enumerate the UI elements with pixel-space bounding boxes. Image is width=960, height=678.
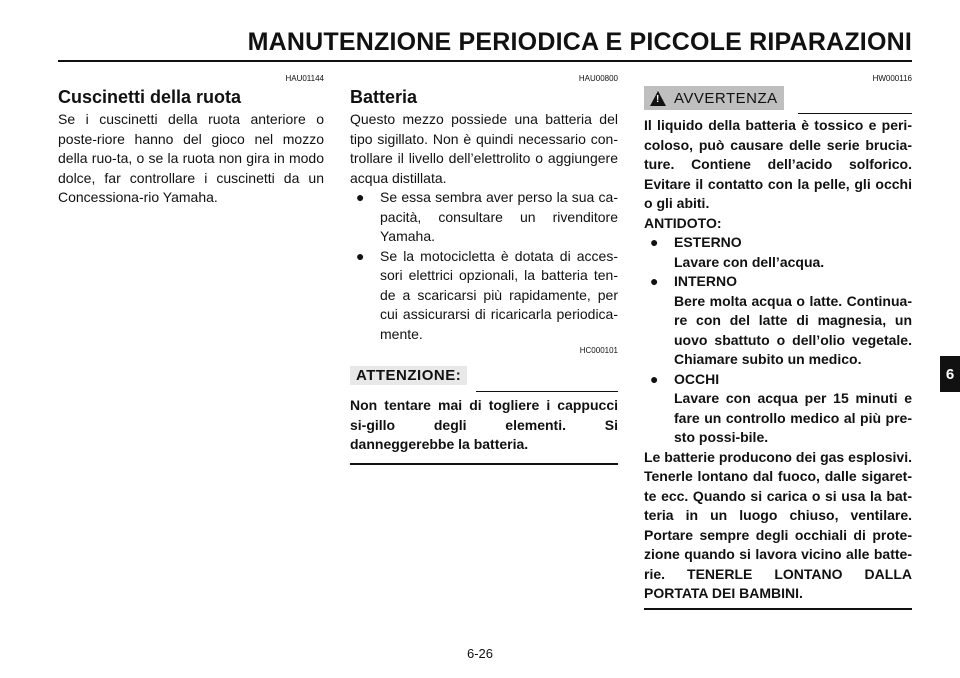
section-heading: Cuscinetti della ruota bbox=[58, 87, 242, 107]
section-code: HW000116 bbox=[872, 74, 912, 83]
warning-label: AVVERTENZA bbox=[674, 89, 778, 107]
attention-label: ATTENZIONE: bbox=[350, 366, 467, 385]
divider bbox=[350, 463, 618, 465]
antidote-list bbox=[644, 233, 912, 448]
list-item: ● Se la motocicletta è dotata di acces-sori elettrici opzionali, la batteria ten-de a scaricarsi più rapidamente, per cui assicurarsi di ricaricarla periodica-mente. bbox=[356, 247, 618, 342]
warning-badge bbox=[644, 86, 784, 110]
attention-text: Non tentare mai di togliere i cappucci si-gillo degli elementi. Si danneggerebbe la batteria. bbox=[350, 397, 618, 452]
bullet-icon: ● bbox=[356, 189, 365, 205]
list-item: ● INTERNO Bere molta acqua o latte. Continua-re con del latte di magnesia, un uovo sbattuto o dell’olio vegetale. Chiamare subito un medico. bbox=[650, 273, 912, 367]
column-wheel-bearings bbox=[58, 74, 324, 208]
column-battery bbox=[350, 74, 618, 465]
bullet-icon: ● bbox=[650, 234, 659, 250]
page-title: MANUTENZIONE PERIODICA E PICCOLE RIPARAZIONI bbox=[247, 28, 912, 56]
battery-bullet-list bbox=[350, 188, 618, 344]
notice-code: HC000101 bbox=[579, 346, 618, 355]
bullet-icon: ● bbox=[650, 273, 659, 289]
closing-text: Le batterie producono dei gas esplosivi. Tenerle lontano dal fuoco, dalle sigaret-te ecc. Quando si carica o si usa la bat-teria in un luogo chiuso, ventilare. Portare sempre degli occhiali di prote-zione quando si lavora vicino alle batte-rie. TENERLE LONTANO DALLA PORTATA DEI BAMBINI. bbox=[644, 448, 912, 601]
list-item: ● OCCHI Lavare con acqua per 15 minuti e fare un controllo medico al più pre-sto possi-bile. bbox=[650, 370, 912, 445]
column-warning bbox=[644, 74, 912, 610]
section-code: HAU01144 bbox=[285, 74, 324, 83]
divider bbox=[798, 113, 912, 114]
list-item: ● Se essa sembra aver perso la sua ca-pacità, consultare un rivenditore Yamaha. bbox=[356, 189, 618, 244]
divider bbox=[476, 391, 618, 392]
section-text: Questo mezzo possiede una batteria del tipo sigillato. Non è quindi necessario con-trollare il livello dell’elettrolito o aggiungere acqua distillata. bbox=[350, 111, 618, 186]
warning-icon: ! bbox=[650, 91, 666, 106]
antidote-label: ANTIDOTO: bbox=[644, 214, 722, 231]
section-text: Se i cuscinetti della ruota anteriore o poste-riore hanno del gioco nel mozzo della ruo-ta, o se la ruota non gira in modo dolce, far controllare i cuscinetti da un Concessiona-rio Yamaha. bbox=[58, 111, 324, 205]
attention-header bbox=[350, 364, 618, 390]
warning-text: Il liquido della batteria è tossico e peri-coloso, può causare delle serie brucia-ture. Contiene dell’acido solforico. Evitare il contatto con la pelle, gli occhi o gli abiti. bbox=[644, 117, 912, 211]
divider bbox=[644, 608, 912, 610]
section-heading: Batteria bbox=[350, 87, 418, 107]
header-rule bbox=[58, 60, 912, 62]
bullet-icon: ● bbox=[650, 370, 659, 387]
warning-header bbox=[644, 86, 912, 114]
chapter-tab: 6 bbox=[940, 356, 960, 392]
page-number: 6-26 bbox=[466, 646, 494, 661]
bullet-icon: ● bbox=[356, 247, 365, 264]
section-code: HAU00800 bbox=[578, 74, 618, 83]
list-item: ● ESTERNO Lavare con dell’acqua. bbox=[650, 234, 825, 270]
